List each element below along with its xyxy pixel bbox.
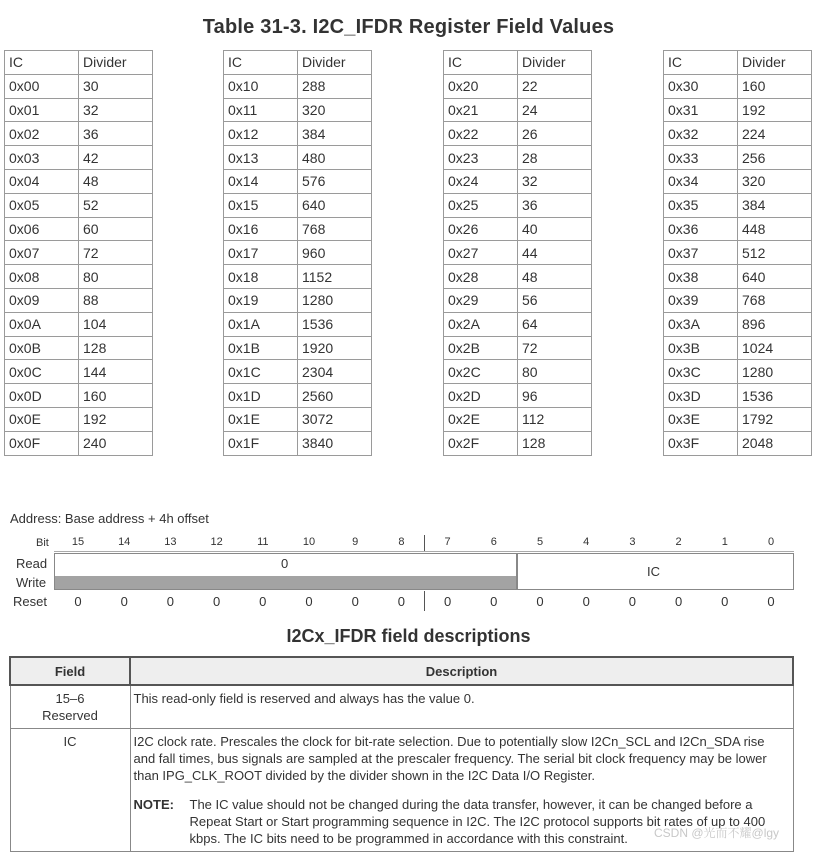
ic-value: 0x21 xyxy=(444,98,518,122)
ifdr-row xyxy=(444,241,592,265)
ifdr-row xyxy=(444,336,592,360)
ic-value: 0x2D xyxy=(444,384,518,408)
ifdr-row xyxy=(664,312,812,336)
divider-value: 512 xyxy=(738,241,812,265)
reserved-write-field xyxy=(54,576,517,590)
ifdr-row xyxy=(444,193,592,217)
reset-value: 0 xyxy=(351,594,359,609)
ic-value: 0x20 xyxy=(444,74,518,98)
ic-value: 0x18 xyxy=(224,265,298,289)
ifdr-header-row xyxy=(664,51,812,75)
ifdr-table xyxy=(443,50,592,456)
ifdr-row xyxy=(444,169,592,193)
ifdr-row xyxy=(444,431,592,455)
divider-value: 192 xyxy=(738,98,812,122)
ifdr-row xyxy=(444,360,592,384)
ic-value: 0x0F xyxy=(5,431,79,455)
divider-value: 128 xyxy=(79,336,153,360)
ic-value: 0x28 xyxy=(444,265,518,289)
bit-number: 13 xyxy=(164,536,177,548)
reset-value: 0 xyxy=(767,594,775,609)
ifdr-row xyxy=(5,146,153,170)
ic-value: 0x02 xyxy=(5,122,79,146)
field-name: IC xyxy=(63,734,77,749)
divider-value: 1280 xyxy=(298,288,372,312)
divider-value: 128 xyxy=(518,431,592,455)
divider-value: 1536 xyxy=(738,384,812,408)
ic-value: 0x34 xyxy=(664,169,738,193)
ic-value: 0x27 xyxy=(444,241,518,265)
bit-number: 14 xyxy=(118,536,131,548)
bit-number: 6 xyxy=(490,536,497,548)
divider-value: 448 xyxy=(738,217,812,241)
divider-value: 32 xyxy=(518,169,592,193)
ic-value: 0x01 xyxy=(5,98,79,122)
ic-value: 0x37 xyxy=(664,241,738,265)
ic-value: 0x31 xyxy=(664,98,738,122)
ifdr-row xyxy=(224,98,372,122)
bit-number: 12 xyxy=(210,536,223,548)
ifdr-row xyxy=(224,241,372,265)
ifdr-header-row xyxy=(444,51,592,75)
ifdr-row xyxy=(5,265,153,289)
ic-value: 0x1F xyxy=(224,431,298,455)
bit-number: 8 xyxy=(398,536,405,548)
divider-value: 320 xyxy=(298,98,372,122)
ic-value: 0x0D xyxy=(5,384,79,408)
ifdr-row xyxy=(224,288,372,312)
ic-header: IC xyxy=(444,51,518,75)
divider-value: 80 xyxy=(79,265,153,289)
ic-value: 0x0B xyxy=(5,336,79,360)
divider-value: 36 xyxy=(518,193,592,217)
divider-header: Divider xyxy=(738,51,812,75)
ifdr-row xyxy=(224,312,372,336)
divider-value: 52 xyxy=(79,193,153,217)
field-bits: 15–6 xyxy=(55,691,85,706)
bit-number: 4 xyxy=(583,536,590,548)
divider-value: 160 xyxy=(79,384,153,408)
ifdr-row xyxy=(444,122,592,146)
divider-value: 48 xyxy=(79,169,153,193)
reset-value: 0 xyxy=(120,594,128,609)
bit-number: 10 xyxy=(302,536,316,548)
ifdr-row xyxy=(664,98,812,122)
note-text: The IC value should not be changed during the data transfer, however, it can be changed before a Repeat Start or Start programming sequence in I2C. The I2C protocol supports bit rates of up to 400 kbps. The IC bits need to be programmed in accordance with this constraint. xyxy=(189,797,766,846)
reset-value: 0 xyxy=(397,594,405,609)
ifdr-row xyxy=(5,98,153,122)
ic-value: 0x3C xyxy=(664,360,738,384)
divider-value: 72 xyxy=(79,241,153,265)
ic-value: 0x14 xyxy=(224,169,298,193)
divider-value: 960 xyxy=(298,241,372,265)
note-label: NOTE: xyxy=(133,797,174,812)
divider-value: 240 xyxy=(79,431,153,455)
ifdr-row xyxy=(5,312,153,336)
ifdr-row xyxy=(664,169,812,193)
divider-value: 3840 xyxy=(298,431,372,455)
divider-value: 64 xyxy=(518,312,592,336)
divider-value: 320 xyxy=(738,169,812,193)
divider-header: Divider xyxy=(298,51,372,75)
divider-value: 56 xyxy=(518,288,592,312)
divider-value: 192 xyxy=(79,407,153,431)
table-title: Table 31-3. I2C_IFDR Register Field Values xyxy=(202,16,615,38)
reset-value: 0 xyxy=(443,594,452,609)
divider-value: 1792 xyxy=(738,407,812,431)
ic-value: 0x1A xyxy=(224,312,298,336)
ic-value: 0x2E xyxy=(444,407,518,431)
ic-value: 0x38 xyxy=(664,265,738,289)
divider-value: 384 xyxy=(298,122,372,146)
divider-value: 48 xyxy=(518,265,592,289)
ifdr-row xyxy=(5,431,153,455)
reset-value: 0 xyxy=(166,594,174,609)
ic-value: 0x1D xyxy=(224,384,298,408)
ic-value: 0x03 xyxy=(5,146,79,170)
ic-value: 0x2F xyxy=(444,431,518,455)
divider-value: 88 xyxy=(79,288,153,312)
description-cell: This read-only field is reserved and always has the value 0. xyxy=(130,685,793,729)
ifdr-row xyxy=(664,407,812,431)
ifdr-row xyxy=(224,265,372,289)
ic-value: 0x1B xyxy=(224,336,298,360)
ic-value: 0x39 xyxy=(664,288,738,312)
ifdr-row xyxy=(444,407,592,431)
ifdr-row xyxy=(5,360,153,384)
divider-value: 1152 xyxy=(298,265,372,289)
ifdr-row xyxy=(444,98,592,122)
ifdr-row xyxy=(664,265,812,289)
ic-value: 0x11 xyxy=(224,98,298,122)
ifdr-row xyxy=(224,407,372,431)
ifdr-row xyxy=(224,217,372,241)
description-header: Description xyxy=(130,657,793,685)
ic-value: 0x05 xyxy=(5,193,79,217)
ic-header: IC xyxy=(224,51,298,75)
ifdr-table xyxy=(663,50,812,456)
ifdr-row xyxy=(664,360,812,384)
divider-value: 28 xyxy=(518,146,592,170)
ic-value: 0x26 xyxy=(444,217,518,241)
divider-value: 104 xyxy=(79,312,153,336)
ifdr-row xyxy=(444,265,592,289)
ic-value: 0x0E xyxy=(5,407,79,431)
ifdr-row xyxy=(224,146,372,170)
divider-value: 26 xyxy=(518,122,592,146)
desc-header-row xyxy=(10,657,793,685)
watermark: CSDN @光而不耀@lgy xyxy=(654,826,780,840)
ic-value: 0x22 xyxy=(444,122,518,146)
reset-value: 0 xyxy=(721,594,729,609)
divider-value: 1280 xyxy=(738,360,812,384)
ic-value: 0x24 xyxy=(444,169,518,193)
reset-value: 0 xyxy=(628,594,636,609)
ic-value: 0x3E xyxy=(664,407,738,431)
bit-number: 7 xyxy=(444,536,451,548)
ic-value: 0x30 xyxy=(664,74,738,98)
ifdr-row xyxy=(664,288,812,312)
bit-number: 1 xyxy=(721,536,728,548)
ic-value: 0x17 xyxy=(224,241,298,265)
ifdr-row xyxy=(5,193,153,217)
ifdr-row xyxy=(444,217,592,241)
ic-value: 0x2C xyxy=(444,360,518,384)
divider-value: 72 xyxy=(518,336,592,360)
divider-value: 144 xyxy=(79,360,153,384)
reset-value: 0 xyxy=(212,594,221,609)
byte-divider-top xyxy=(424,535,425,552)
ic-header: IC xyxy=(664,51,738,75)
bit-number: 3 xyxy=(629,536,636,548)
divider-value: 30 xyxy=(79,74,153,98)
bit-number: 2 xyxy=(675,536,682,548)
ifdr-table xyxy=(223,50,372,456)
ic-value: 0x10 xyxy=(224,74,298,98)
field-cell xyxy=(10,685,130,729)
divider-value: 1024 xyxy=(738,336,812,360)
bit-number: 9 xyxy=(352,536,359,548)
divider-value: 640 xyxy=(298,193,372,217)
ifdr-row xyxy=(5,122,153,146)
ic-value: 0x29 xyxy=(444,288,518,312)
ifdr-row xyxy=(224,384,372,408)
ic-value: 0x16 xyxy=(224,217,298,241)
ic-value: 0x04 xyxy=(5,169,79,193)
desc-title: I2Cx_IFDR field descriptions xyxy=(286,626,531,646)
divider-header: Divider xyxy=(518,51,592,75)
reset-value: 0 xyxy=(582,594,590,609)
ifdr-row xyxy=(664,74,812,98)
reset-value: 0 xyxy=(259,594,267,609)
reset-value: 0 xyxy=(674,594,683,609)
ic-value: 0x0A xyxy=(5,312,79,336)
ifdr-row xyxy=(224,431,372,455)
ic-value: 0x3A xyxy=(664,312,738,336)
ifdr-header-row xyxy=(5,51,153,75)
divider-value: 44 xyxy=(518,241,592,265)
reset-label: Reset xyxy=(13,594,47,609)
divider-value: 60 xyxy=(79,217,153,241)
ifdr-row xyxy=(664,241,812,265)
ifdr-row xyxy=(664,122,812,146)
divider-value: 3072 xyxy=(298,407,372,431)
divider-value: 1536 xyxy=(298,312,372,336)
ic-value: 0x25 xyxy=(444,193,518,217)
ic-description: I2C clock rate. Prescales the clock for bit-rate selection. Due to potentially slow I2Cn_SCL and I2Cn_SDA rise and fall times, bus signals are sampled at the prescaler frequency. The serial bit clock frequency may be lower than IPG_CLK_ROOT divided by the divider shown in the I2C Data I/O Register. xyxy=(133,734,767,783)
ic-field-label: IC xyxy=(647,564,660,579)
divider-value: 32 xyxy=(79,98,153,122)
ic-value: 0x36 xyxy=(664,217,738,241)
reserved-value: 0 xyxy=(281,556,289,571)
divider-header: Divider xyxy=(79,51,153,75)
ic-value: 0x23 xyxy=(444,146,518,170)
ic-value: 0x35 xyxy=(664,193,738,217)
ifdr-row xyxy=(5,336,153,360)
ic-value: 0x09 xyxy=(5,288,79,312)
ic-value: 0x3B xyxy=(664,336,738,360)
ic-value: 0x2A xyxy=(444,312,518,336)
bit-number: 15 xyxy=(71,536,85,548)
ifdr-row xyxy=(444,288,592,312)
bit-row-rule xyxy=(54,551,794,552)
ic-value: 0x0C xyxy=(5,360,79,384)
ifdr-row xyxy=(664,146,812,170)
ifdr-row xyxy=(5,169,153,193)
reset-value: 0 xyxy=(305,594,313,609)
ifdr-row xyxy=(224,74,372,98)
divider-value: 256 xyxy=(738,146,812,170)
ic-value: 0x3D xyxy=(664,384,738,408)
ic-header: IC xyxy=(5,51,79,75)
ifdr-row xyxy=(224,169,372,193)
ic-value: 0x15 xyxy=(224,193,298,217)
divider-value: 896 xyxy=(738,312,812,336)
field-description-table xyxy=(9,656,794,852)
divider-value: 640 xyxy=(738,265,812,289)
ifdr-row xyxy=(5,217,153,241)
ifdr-row xyxy=(444,74,592,98)
desc-row-reserved xyxy=(10,685,793,729)
divider-value: 480 xyxy=(298,146,372,170)
bit-label: Bit xyxy=(36,537,49,549)
ic-value: 0x08 xyxy=(5,265,79,289)
ic-value: 0x1C xyxy=(224,360,298,384)
divider-value: 288 xyxy=(298,74,372,98)
divider-value: 576 xyxy=(298,169,372,193)
ifdr-row xyxy=(444,312,592,336)
reset-value: 0 xyxy=(536,594,544,609)
ic-value: 0x00 xyxy=(5,74,79,98)
ifdr-header-row xyxy=(224,51,372,75)
divider-value: 40 xyxy=(518,217,592,241)
divider-value: 160 xyxy=(738,74,812,98)
bit-number: 5 xyxy=(536,536,544,548)
ic-value: 0x06 xyxy=(5,217,79,241)
ifdr-row xyxy=(5,407,153,431)
field-cell xyxy=(10,729,130,852)
ifdr-row xyxy=(664,336,812,360)
ifdr-row xyxy=(224,122,372,146)
ifdr-row xyxy=(664,384,812,408)
ifdr-row xyxy=(444,384,592,408)
ifdr-row xyxy=(664,193,812,217)
ic-value: 0x07 xyxy=(5,241,79,265)
ifdr-row xyxy=(5,384,153,408)
reset-value: 0 xyxy=(74,594,82,609)
write-label: Write xyxy=(16,575,47,590)
ifdr-row xyxy=(664,217,812,241)
ic-value: 0x13 xyxy=(224,146,298,170)
ifdr-row xyxy=(5,241,153,265)
divider-value: 96 xyxy=(518,384,592,408)
divider-value: 768 xyxy=(738,288,812,312)
ifdr-row xyxy=(664,431,812,455)
divider-value: 80 xyxy=(518,360,592,384)
divider-value: 36 xyxy=(79,122,153,146)
bit-number: 11 xyxy=(257,536,269,548)
read-label: Read xyxy=(16,556,48,571)
ifdr-table xyxy=(4,50,153,456)
reset-value: 0 xyxy=(490,594,498,609)
ifdr-row xyxy=(5,288,153,312)
field-header: Field xyxy=(10,657,130,685)
ifdr-row xyxy=(5,74,153,98)
bit-number: 0 xyxy=(767,536,775,548)
ic-value: 0x19 xyxy=(224,288,298,312)
register-address: Address: Base address + 4h offset xyxy=(10,511,209,526)
divider-value: 24 xyxy=(518,98,592,122)
ifdr-row xyxy=(224,193,372,217)
divider-value: 2560 xyxy=(298,384,372,408)
ifdr-row xyxy=(224,336,372,360)
divider-value: 2304 xyxy=(298,360,372,384)
ic-value: 0x12 xyxy=(224,122,298,146)
divider-value: 384 xyxy=(738,193,812,217)
ic-value: 0x1E xyxy=(224,407,298,431)
ic-value: 0x33 xyxy=(664,146,738,170)
byte-divider-bottom xyxy=(424,591,425,611)
ic-value: 0x3F xyxy=(664,431,738,455)
ifdr-row xyxy=(224,360,372,384)
divider-value: 224 xyxy=(738,122,812,146)
ic-value: 0x32 xyxy=(664,122,738,146)
divider-value: 1920 xyxy=(298,336,372,360)
field-name: Reserved xyxy=(42,708,98,723)
divider-value: 112 xyxy=(518,407,592,431)
divider-value: 42 xyxy=(79,146,153,170)
divider-value: 768 xyxy=(298,217,372,241)
ic-value: 0x2B xyxy=(444,336,518,360)
divider-value: 2048 xyxy=(738,431,812,455)
ifdr-row xyxy=(444,146,592,170)
divider-value: 22 xyxy=(518,74,592,98)
